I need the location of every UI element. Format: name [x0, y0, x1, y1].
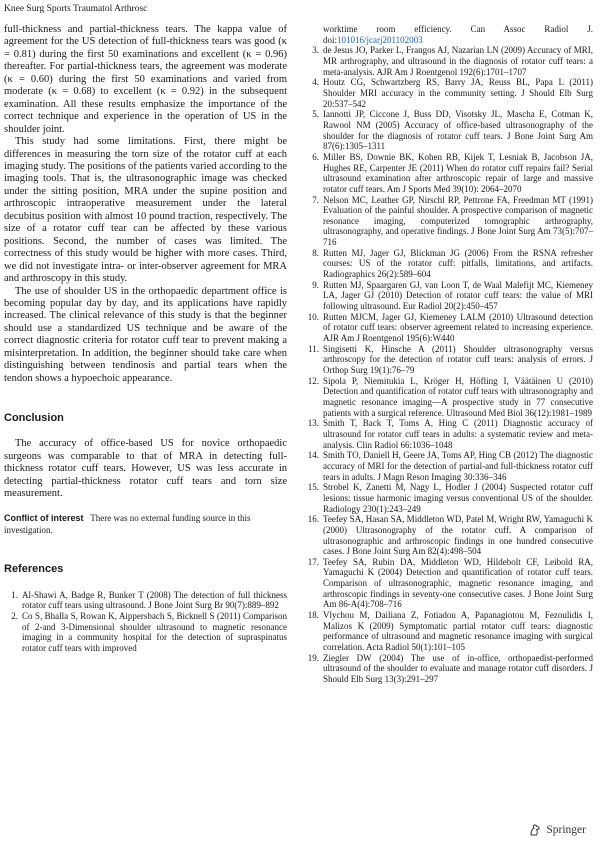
reference-item: 3. de Jesus JO, Parker L, Frangos AJ, Nazarian LN (2009) Accuracy of MRI, MR arthrography, and ultrasound in the diagnosis of rotator cuff tears: a meta-analysis. AJR Am J Roentgenol 192(6):1701–1707: [312, 45, 593, 77]
reference-item-continued: worktime room efficiency. Can Assoc Radiol J. doi:101016/jcarj201102003: [323, 24, 593, 45]
springer-horse-icon: [528, 823, 542, 837]
discussion-paragraph-2: This study had some limitations. First, there might be differences in measuring the torn size of the rotator cuff at each imaging study. The positions of the patients varied according to the imaging tools. That is, the ultrasonographic image was checked under the sitting position, MRA under the supine position and arthroscopic intraoperative measurement under the lateral decubitus position with almost 10 pound traction, respectively. The size of a rotator cuff tear can be affected by these various positions. Second, the number of cases was limited. The correctness of this study would be higher with more cases. Third, we did not investigate intra- or inter-observer agreement for MRA and arthroscopy in this study.: [4, 136, 287, 285]
references-list-right: [305, 45, 593, 684]
reference-item: 13. Smith T, Back T, Toms A, Hing C (2011) Diagnostic accuracy of ultrasound for rotator cuff tears in adults: a systematic review and meta-analysis. Clin Radiol 66:1036–1048: [307, 418, 593, 450]
reference-item: 5. Iannotti JP, Ciccone J, Buss DD, Visotsky JL, Mascha E, Cotman K, Rawool NM (2005) Accuracy of office-based ultrasonography of the shoulder for the diagnosis of rotator cuff tears. J Bone Joint Surg Am 87(6):1305–1311: [312, 109, 593, 152]
running-head: Knee Surg Sports Traumatol Arthrosc: [4, 4, 148, 14]
reference-item: 10. Rutten MJCM, Jager GJ, Kiemeney LALM (2010) Ultrasound detection of rotator cuff tears: observer agreement related to increasing experience. AJR Am J Roentgenol 195(6):W440: [307, 311, 593, 344]
reference-item: 11. Singisetti K, Hinsche A (2011) Shoulder ultrasonography versus arthroscopy for the detection of rotator cuff tears: analysis of errors. J Orthop Surg 19(1):76–79: [308, 343, 593, 375]
reference-item: 2. Co S, Bhalla S, Rowan K, Aippersbach S, Bicknell S (2011) Comparison of 2-and 3-Dimensional shoulder ultrasound to magnetic resonance imaging in a community hospital for the detection of supraspinatus rotator cuff tears with improved: [11, 611, 287, 654]
reference-item: 1. Al-Shawi A, Badge R, Bunker T (2008) The detection of full thickness rotator cuff tears using ultrasound. J Bone Joint Surg Br 90(7):889–892: [11, 589, 287, 611]
reference-item: 7. Nelson MC, Leather GP, Nirschl RP, Pettrone FA, Freedman MT (1991) Evaluation of the painful shoulder. A prospective comparison of magnetic resonance imaging, computerized tomographic arthrography, ultrasonography, and operative findings. J Bone Joint Surg Am 73(5):707–716: [312, 194, 593, 248]
reference-item: 9. Rutten MJ, Spaargaren GJ, van Loon T, de Waal Malefijt MC, Kiemeney LA, Jager GJ (2010) Detection of rotator cuff tears: the value of MRI following ultrasound. Eur Radiol 20(2):450–457: [312, 279, 593, 312]
springer-logo: [528, 823, 586, 837]
doi-link[interactable]: 101016/jcarj201102003: [337, 34, 423, 45]
discussion-paragraph-3: The use of shoulder US in the orthopaedic department office is becoming popular day by day, and its applications have rapidly increased. The clinical relevance of this study is that the beginner should use a standardized US technique and be aware of the correct diagnostic criteria for rotator cuff tear to prevent making a misinterpretation. In addition, the beginner should take care when distinguishing between tendinosis and partial tears when the tendon shows a hypoechoic appearance.: [4, 285, 287, 384]
reference-item: 14. Smith TO, Daniell H, Geere JA, Toms AP, Hing CB (2012) The diagnostic accuracy of MRI for the detection of partial-and full-thickness rotator cuff tears in adults. J Magn Reson Imaging 30:336–346: [307, 450, 593, 482]
conclusion-heading: Conclusion: [4, 412, 64, 425]
reference-item: 6. Miller BS, Downie BK, Kohen RB, Kijek T, Lesniak B, Jacobson JA, Hughes RE, Carpenter JE (2011) When do rotator cuff repairs fail? Serial ultrasound examination after arthroscopic repair of large and massive rotator cuff tears. Am J Sports Med 39(10): 2064–2070: [312, 151, 593, 194]
coi-label: Conflict of interest: [4, 513, 84, 524]
reference-item: 4. Houtz CG, Schwartzberg RS, Barry JA, Reuss BL, Papa L (2011) Shoulder MRI accuracy in the community setting. J Should Elb Surg 20:537–542: [312, 77, 593, 109]
left-column: [4, 24, 287, 654]
reference-item: 16. Teefey SA, Hasan SA, Middleton WD, Patel M, Wright RW, Yamaguchi K (2000) Ultrasonography of the rotator cuff. A comparison of ultrasonographic and arthroscopic findings in one hundred consecutive cases. J Bone Joint Surg Am 82(4):498–504: [307, 514, 593, 557]
conflict-of-interest: [4, 513, 287, 535]
reference-item: 18. Vlychou M, Dailiana Z, Fotiadou A, Papanagiotou M, Fezoulidis I, Malizos K (2009) Symptomatic partial rotator cuff tears: diagnostic performance of ultrasound and magnetic resonance imaging with surgical correlation. Acta Radiol 50(1):101–105: [307, 610, 593, 653]
reference-item: 17. Teefey SA, Rubin DA, Middleton WD, Hildebolt CF, Leibold RA, Yamaguchi K (2004) Detection and quantification of rotator cuff tears. Comparison of ultrasonographic, magnetic resonance imaging, and arthroscopic findings in seventy-one consecutive cases. J Bone Joint Surg Am 86-A(4):708–716: [307, 556, 593, 610]
discussion-paragraph-1: full-thickness and partial-thickness tears. The kappa value of agreement for the US detection of full-thickness tears was good (κ = 0.81) during the first 50 examinations and excellent (κ = 0.96) thereafter. For partial-thickness tears, the agreement was moderate (κ = 0.60) during the first 50 examinations and varied from moderate (κ = 0.68) to excellent (κ = 0.92) in the subsequent examination. All these results emphasize the importance of the correct technique and experience in the operation of US in the shoulder joint.: [4, 24, 287, 135]
conclusion-paragraph: The accuracy of office-based US for novice orthopaedic surgeons was comparable to that of MRA in detecting full-thickness rotator cuff tears. However, US was less accurate in detecting partial-thickness rotator cuff tears and torn size measurement.: [4, 438, 287, 499]
reference-item: 12. Sipola P, Niemitukia L, Kröger H, Höfling I, Väätäinen U (2010) Detection and quantification of rotator cuff tears with ultrasonography and magnetic resonance imaging—A prospective study in 77 consecutive patients with a surgical reference. Ultrasound Med Biol 36(12):1981–1989: [307, 375, 593, 418]
coi-text: There was no external funding source in this investigation.: [4, 513, 251, 535]
reference-item: 19. Ziegler DW (2004) The use of in-office, orthopaedist-performed ultrasound of the shoulder to evaluate and manage rotator cuff disorders. J Should Elb Surg 13(3):291–297: [307, 652, 593, 685]
references-list-left: [4, 590, 287, 654]
reference-item: 15. Strobel K, Zanetti M, Nagy L, Hodler J (2004) Suspected rotator cuff lesions: tissue harmonic imaging versus conventional US of the shoulder. Radiology 230(1):243–249: [307, 482, 593, 514]
right-column: [305, 24, 593, 685]
publisher-name: Springer: [546, 824, 586, 836]
references-heading: References: [4, 562, 64, 575]
reference-item: 8. Rutten MJ, Jager GJ, Blickman JG (2006) From the RSNA refresher courses: US of the rotator cuff: pitfalls, limitations, and artifacts. Radiographics 26(2):589–604: [312, 247, 593, 280]
